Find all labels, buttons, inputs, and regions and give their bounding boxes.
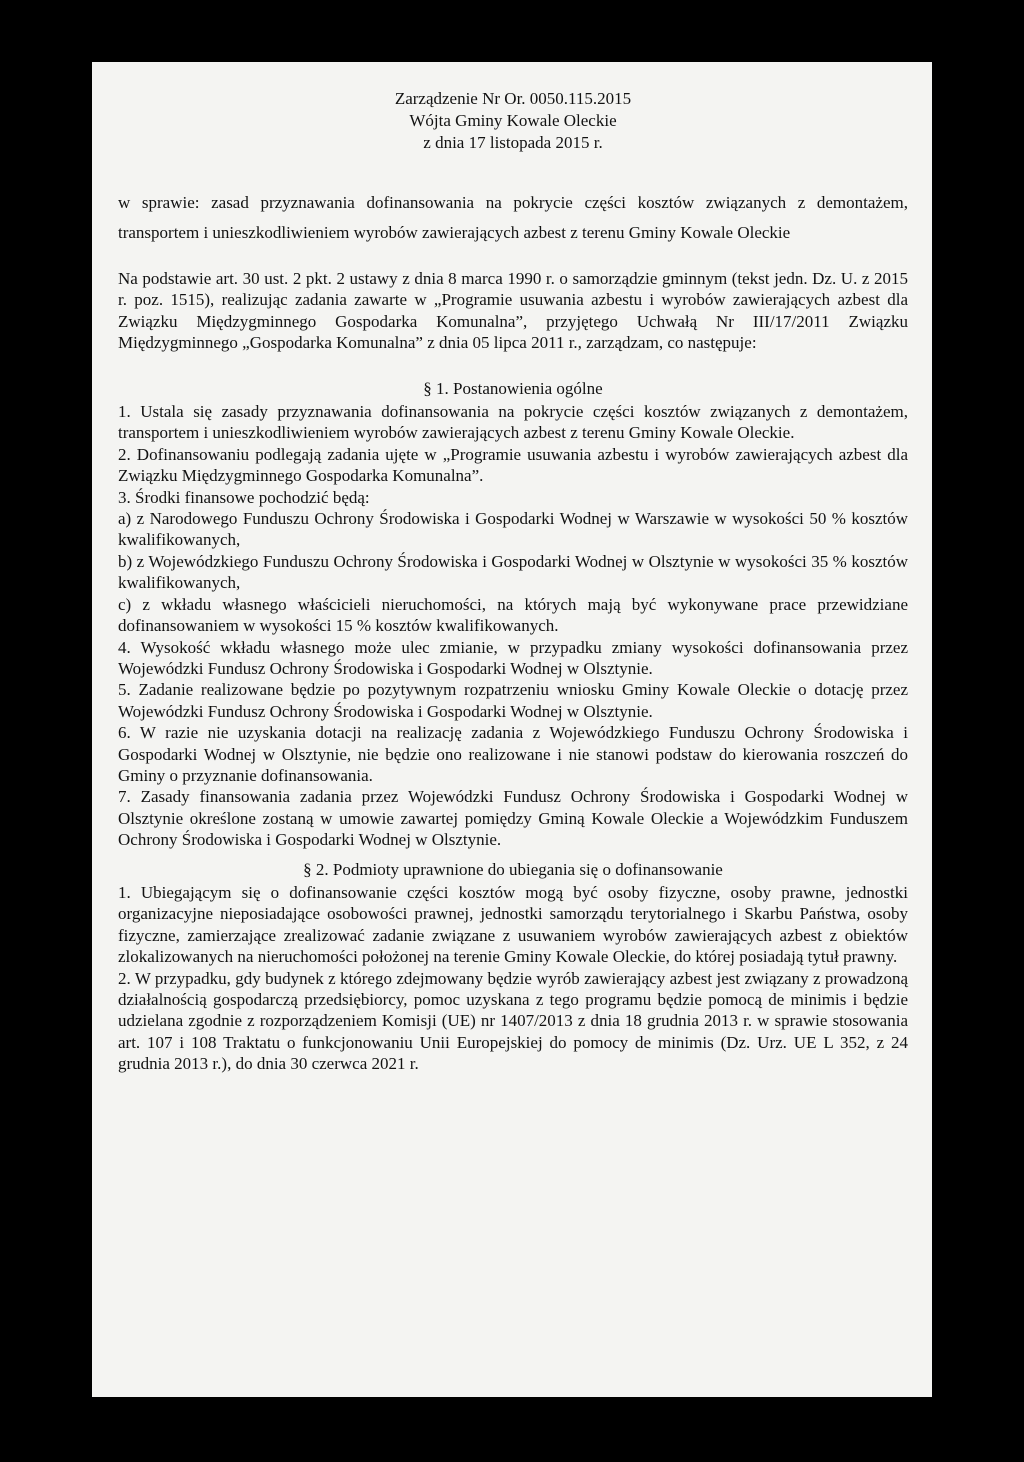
document-header <box>118 88 908 154</box>
document-subject: w sprawie: zasad przyznawania dofinansowania na pokrycie części kosztów związanych z demontażem, transportem i unieszkodliwieniem wyrobów zawierających azbest z terenu Gminy Kowale Oleckie <box>118 193 908 242</box>
header-line-authority: Wójta Gminy Kowale Oleckie <box>409 111 617 130</box>
section-1-subitem: b) z Wojewódzkiego Funduszu Ochrony Środowiska i Gospodarki Wodnej w Olsztynie w wysokości 35 % kosztów kwalifikowanych, <box>118 551 908 593</box>
section-2-title: § 2. Podmioty uprawnione do ubiegania się o dofinansowanie <box>303 859 723 879</box>
section-1-title: § 1. Postanowienia ogólne <box>423 378 603 398</box>
section-1-item: 3. Środki finansowe pochodzić będą: <box>118 487 370 507</box>
section-1-item: 1. Ustala się zasady przyznawania dofinansowania na pokrycie części kosztów związanych z demontażem, transportem i unieszkodliwieniem wyrobów zawierających azbest z terenu Gminy Kowale Oleckie. <box>118 402 908 443</box>
document-intro: Na podstawie art. 30 ust. 2 pkt. 2 ustawy z dnia 8 marca 1990 r. o samorządzie gminnym (tekst jedn. Dz. U. z 2015 r. poz. 1515), realizując zadania zawarte w „Programie usuwania azbestu i wyrobów zawierających azbest dla Związku Międzygminnego Gospodarka Komunalna”, przyjętego Uchwałą Nr III/17/2011 Związku Międzygminnego „Gospodarka Komunalna” z dnia 05 lipca 2011 r., zarządzam, co następuje: <box>118 269 908 353</box>
section-1-subitem: c) z wkładu własnego właścicieli nieruchomości, na których mają być wykonywane prace przewidziane dofinansowaniem w wysokości 15 % kosztów kwalifikowanych. <box>118 594 908 636</box>
section-1-item: 7. Zasady finansowania zadania przez Wojewódzki Fundusz Ochrony Środowiska i Gospodarki Wodnej w Olsztynie określone zostaną w umowie zawartej pomiędzy Gminą Kowale Oleckie a Wojewódzkim Funduszem Ochrony Środowiska i Gospodarki Wodnej w Olsztynie. <box>118 787 908 850</box>
document-content <box>118 88 908 1075</box>
section-1-subitem: a) z Narodowego Funduszu Ochrony Środowiska i Gospodarki Wodnej w Warszawie w wysokości 50 % kosztów kwalifikowanych, <box>118 509 908 550</box>
header-line-ordinance: Zarządzenie Nr Or. 0050.115.2015 <box>394 89 632 108</box>
section-1-item: 2. Dofinansowaniu podlegają zadania ujęte w „Programie usuwania azbestu i wyrobów zawierających azbest dla Związku Międzygminnego Gospodarka Komunalna”. <box>118 444 908 486</box>
section-1-item: 4. Wysokość wkładu własnego może ulec zmianie, w przypadku zmiany wysokości dofinansowania przez Wojewódzki Fundusz Ochrony Środowiska i Gospodarki Wodnej w Olsztynie. <box>118 637 908 678</box>
header-line-date: z dnia 17 listopada 2015 r. <box>423 133 603 152</box>
section-1-item: 5. Zadanie realizowane będzie po pozytywnym rozpatrzeniu wniosku Gminy Kowale Oleckie o dotację przez Wojewódzki Fundusz Ochrony Środowiska i Gospodarki Wodnej w Olsztynie. <box>118 680 908 721</box>
section-2-item: 1. Ubiegającym się o dofinansowanie części kosztów mogą być osoby fizyczne, osoby prawne, jednostki organizacyjne nieposiadające osobowości prawnej, jednostki samorządu terytorialnego i Skarbu Państwa, osoby fizyczne, zamierzające zrealizować zadanie związane z usuwaniem wyrobów zawierających azbest z obiektów zlokalizowanych na nieruchomości położonej na terenie Gminy Kowale Oleckie, do której posiadają tytuł prawny. <box>118 882 908 967</box>
section-2-item: 2. W przypadku, gdy budynek z którego zdejmowany będzie wyrób zawierający azbest jest związany z prowadzoną działalnością gospodarczą przedsiębiorcy, pomoc uzyskana z tego programu będzie pomocą de minimis i będzie udzielana zgodnie z rozporządzeniem Komisji (UE) nr 1407/2013 z dnia 18 grudnia 2013 r. w sprawie stosowania art. 107 i 108 Traktatu o funkcjonowaniu Unii Europejskiej do pomocy de minimis (Dz. Urz. UE L 352, z 24 grudnia 2013 r.), do dnia 30 czerwca 2021 r. <box>118 968 908 1074</box>
section-1-item: 6. W razie nie uzyskania dotacji na realizację zadania z Wojewódzkiego Funduszu Ochrony Środowiska i Gospodarki Wodnej w Olsztynie, nie będzie ono realizowane i nie stanowi podstaw do kierowania roszczeń do Gminy o przyznanie dofinansowania. <box>118 723 908 785</box>
